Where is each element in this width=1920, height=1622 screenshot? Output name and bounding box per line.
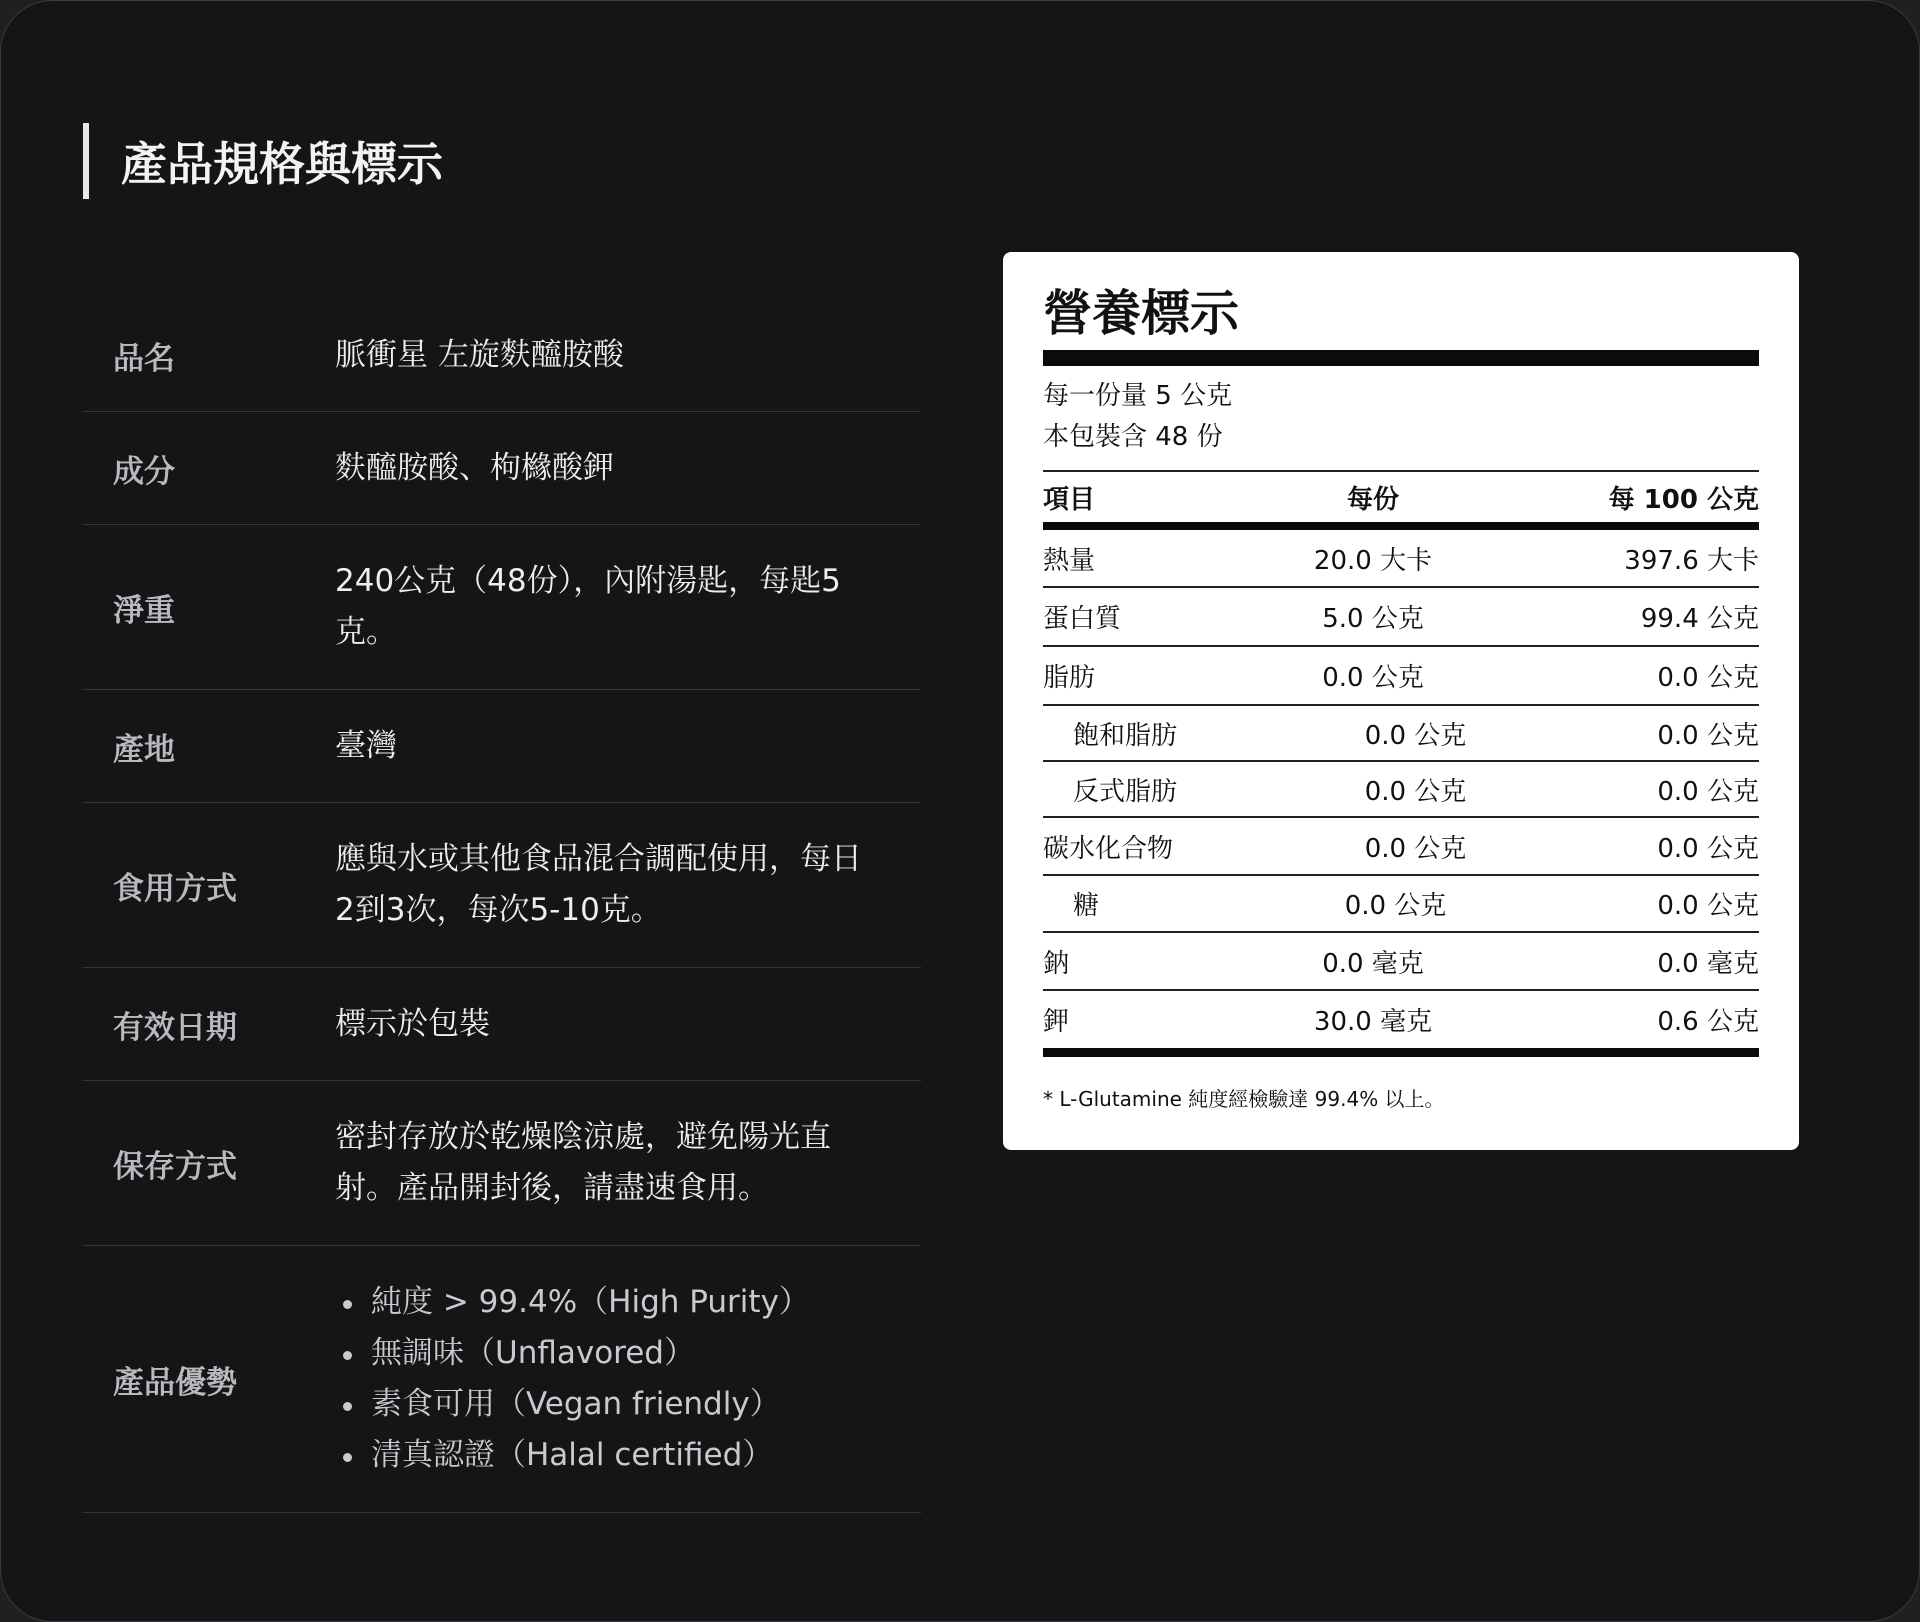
section-title: 產品規格與標示 — [83, 123, 443, 199]
purity-footnote: * L-Glutamine 純度經檢驗達 99.4% 以上。 — [1043, 1087, 1445, 1111]
spec-row-origin — [83, 690, 921, 803]
column-header-per-100g: 每 100 公克 — [1608, 484, 1759, 515]
per-serving-value: 0.0 公克 — [1364, 833, 1467, 864]
advantage-item: 清真認證（Halal certified） — [335, 1430, 875, 1481]
nutrient-name: 熱量 — [1043, 545, 1096, 576]
spec-row-storage — [83, 1081, 921, 1246]
per-serving-value: 30.0 毫克 — [1313, 1007, 1433, 1037]
spec-value: 標示於包裝 — [335, 1005, 490, 1042]
advantage-list — [335, 1277, 875, 1481]
per-100g-value: 0.0 公克 — [1657, 833, 1759, 864]
per-100g-value: 0.0 毫克 — [1657, 948, 1759, 979]
spec-row-expiry — [83, 968, 921, 1081]
per-serving-value: 0.0 公克 — [1364, 720, 1467, 751]
advantage-list-container — [335, 1277, 875, 1481]
nutrient-name: 脂肪 — [1043, 663, 1096, 693]
spec-label: 食用方式 — [113, 870, 237, 907]
per-100g-value: 0.0 公克 — [1657, 720, 1759, 751]
nutrient-name: 碳水化合物 — [1043, 833, 1174, 864]
per-serving-value: 5.0 公克 — [1322, 604, 1424, 634]
spec-label: 成分 — [113, 453, 175, 490]
nutrition-label — [1003, 252, 1799, 1150]
nutrient-name: 鉀 — [1043, 1007, 1070, 1037]
spec-value: 脈衝星 左旋麩醯胺酸 — [335, 336, 624, 373]
advantage-item: 純度 > 99.4%（High Purity） — [335, 1277, 875, 1328]
per-100g-value: 0.6 公克 — [1657, 1007, 1759, 1037]
per-serving-value: 0.0 公克 — [1364, 776, 1467, 807]
spec-label: 品名 — [113, 340, 175, 377]
spec-row-usage — [83, 803, 921, 968]
spec-value: 麩醯胺酸、枸櫞酸鉀 — [335, 449, 614, 486]
nutrition-row — [1043, 706, 1759, 762]
spec-label: 有效日期 — [113, 1009, 237, 1046]
spec-value: 臺灣 — [335, 727, 397, 764]
spec-value: 240公克（48份），內附湯匙，每匙5克。 — [335, 563, 841, 650]
servings-per-pack: 本包裝含 48 份 — [1043, 422, 1223, 452]
nutrient-name: 糖 — [1073, 891, 1100, 921]
nutrition-row — [1043, 530, 1759, 588]
per-100g-value: 0.0 公克 — [1657, 663, 1759, 693]
per-100g-value: 99.4 公克 — [1640, 604, 1759, 634]
per-100g-value: 0.0 公克 — [1657, 891, 1759, 921]
spec-table — [83, 299, 921, 1513]
column-header-item: 項目 — [1043, 484, 1096, 515]
nutrient-name: 反式脂肪 — [1073, 776, 1178, 807]
per-100g-value: 0.0 公克 — [1657, 776, 1759, 807]
divider — [1043, 350, 1759, 366]
nutrition-row — [1043, 762, 1759, 818]
advantage-item: 無調味（Unflavored） — [335, 1328, 875, 1379]
nutrition-row — [1043, 933, 1759, 991]
nutrition-header-row — [1043, 472, 1759, 530]
nutrition-row — [1043, 876, 1759, 933]
spec-label: 產品優勢 — [113, 1364, 237, 1401]
spec-row-net-weight — [83, 525, 921, 690]
nutrient-name: 鈉 — [1043, 948, 1070, 979]
per-100g-value: 397.6 大卡 — [1624, 545, 1759, 576]
nutrition-row — [1043, 588, 1759, 647]
spec-label: 保存方式 — [113, 1148, 237, 1185]
nutrition-row — [1043, 991, 1759, 1057]
spec-label: 產地 — [113, 731, 175, 768]
per-serving-value: 0.0 毫克 — [1322, 948, 1424, 979]
spec-label: 淨重 — [113, 592, 175, 629]
spec-value: 應與水或其他食品混合調配使用，每日2到3次，每次5-10克。 — [335, 841, 862, 928]
nutrition-title: 營養標示 — [1043, 285, 1240, 342]
spec-row-ingredients — [83, 412, 921, 525]
nutrient-name: 飽和脂肪 — [1073, 720, 1178, 751]
per-serving-value: 0.0 公克 — [1322, 663, 1424, 693]
per-serving-value: 0.0 公克 — [1344, 891, 1447, 921]
per-serving-value: 20.0 大卡 — [1313, 545, 1433, 576]
spec-row-name — [83, 299, 921, 412]
advantage-item: 素食可用（Vegan friendly） — [335, 1379, 875, 1430]
nutrition-row — [1043, 647, 1759, 706]
serving-size: 每一份量 5 公克 — [1043, 381, 1233, 411]
column-header-per-serving: 每份 — [1346, 484, 1399, 515]
spec-row-advantages — [83, 1246, 921, 1513]
spec-value: 密封存放於乾燥陰涼處，避免陽光直射。產品開封後，請盡速食用。 — [335, 1119, 831, 1206]
serving-info — [1043, 376, 1759, 458]
nutrient-name: 蛋白質 — [1043, 604, 1122, 634]
nutrition-row — [1043, 818, 1759, 876]
